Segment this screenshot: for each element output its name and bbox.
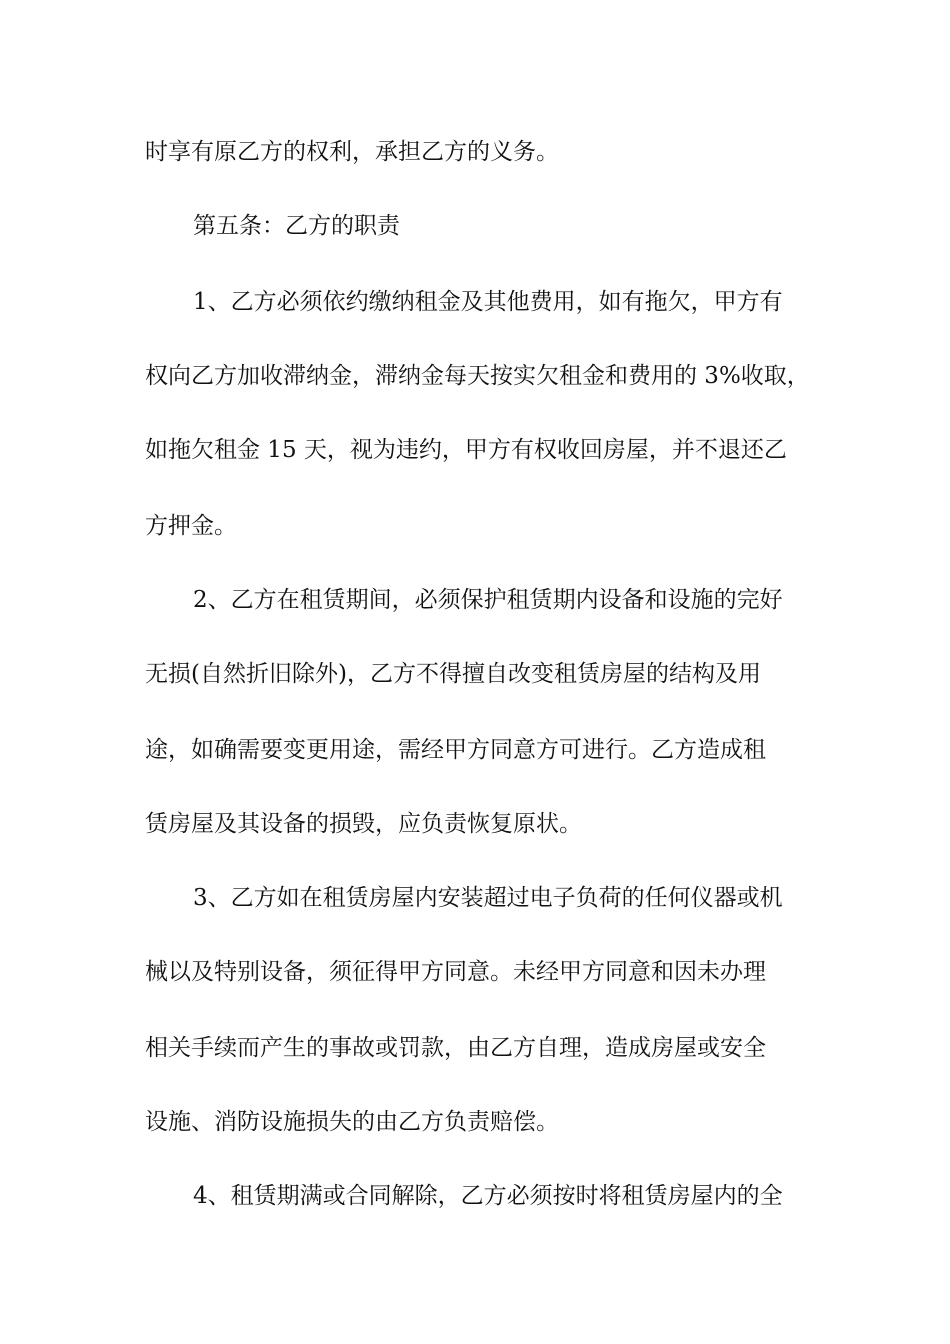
section-heading: 第五条：乙方的职责 (193, 213, 400, 239)
text-line: 1、乙方必须依约缴纳租金及其他费用，如有拖欠，甲方有 (193, 289, 783, 315)
text-line: 途，如确需要变更用途，需经甲方同意方可进行。乙方造成租 (145, 737, 766, 763)
text-line: 3、乙方如在租赁房屋内安装超过电子负荷的任何仪器或机 (193, 885, 783, 911)
text-line: 相关手续而产生的事故或罚款，由乙方自理，造成房屋或安全 (145, 1035, 766, 1061)
text-line: 无损(自然折旧除外)，乙方不得擅自改变租赁房屋的结构及用 (145, 661, 761, 687)
text-line: 时享有原乙方的权利，承担乙方的义务。 (145, 139, 559, 165)
text-line: 设施、消防设施损失的由乙方负责赔偿。 (145, 1109, 559, 1135)
text-line: 2、乙方在租赁期间，必须保护租赁期内设备和设施的完好 (193, 587, 783, 613)
text-line: 如拖欠租金 15 天，视为违约，甲方有权收回房屋，并不退还乙 (145, 437, 787, 463)
text-line: 方押金。 (145, 513, 237, 539)
text-line: 械以及特别设备，须征得甲方同意。未经甲方同意和因未办理 (145, 959, 766, 985)
text-line: 赁房屋及其设备的损毁，应负责恢复原状。 (145, 811, 582, 837)
text-line: 4、租赁期满或合同解除，乙方必须按时将租赁房屋内的全 (193, 1183, 783, 1209)
text-line: 权向乙方加收滞纳金，滞纳金每天按实欠租金和费用的 3%收取， (145, 363, 810, 389)
